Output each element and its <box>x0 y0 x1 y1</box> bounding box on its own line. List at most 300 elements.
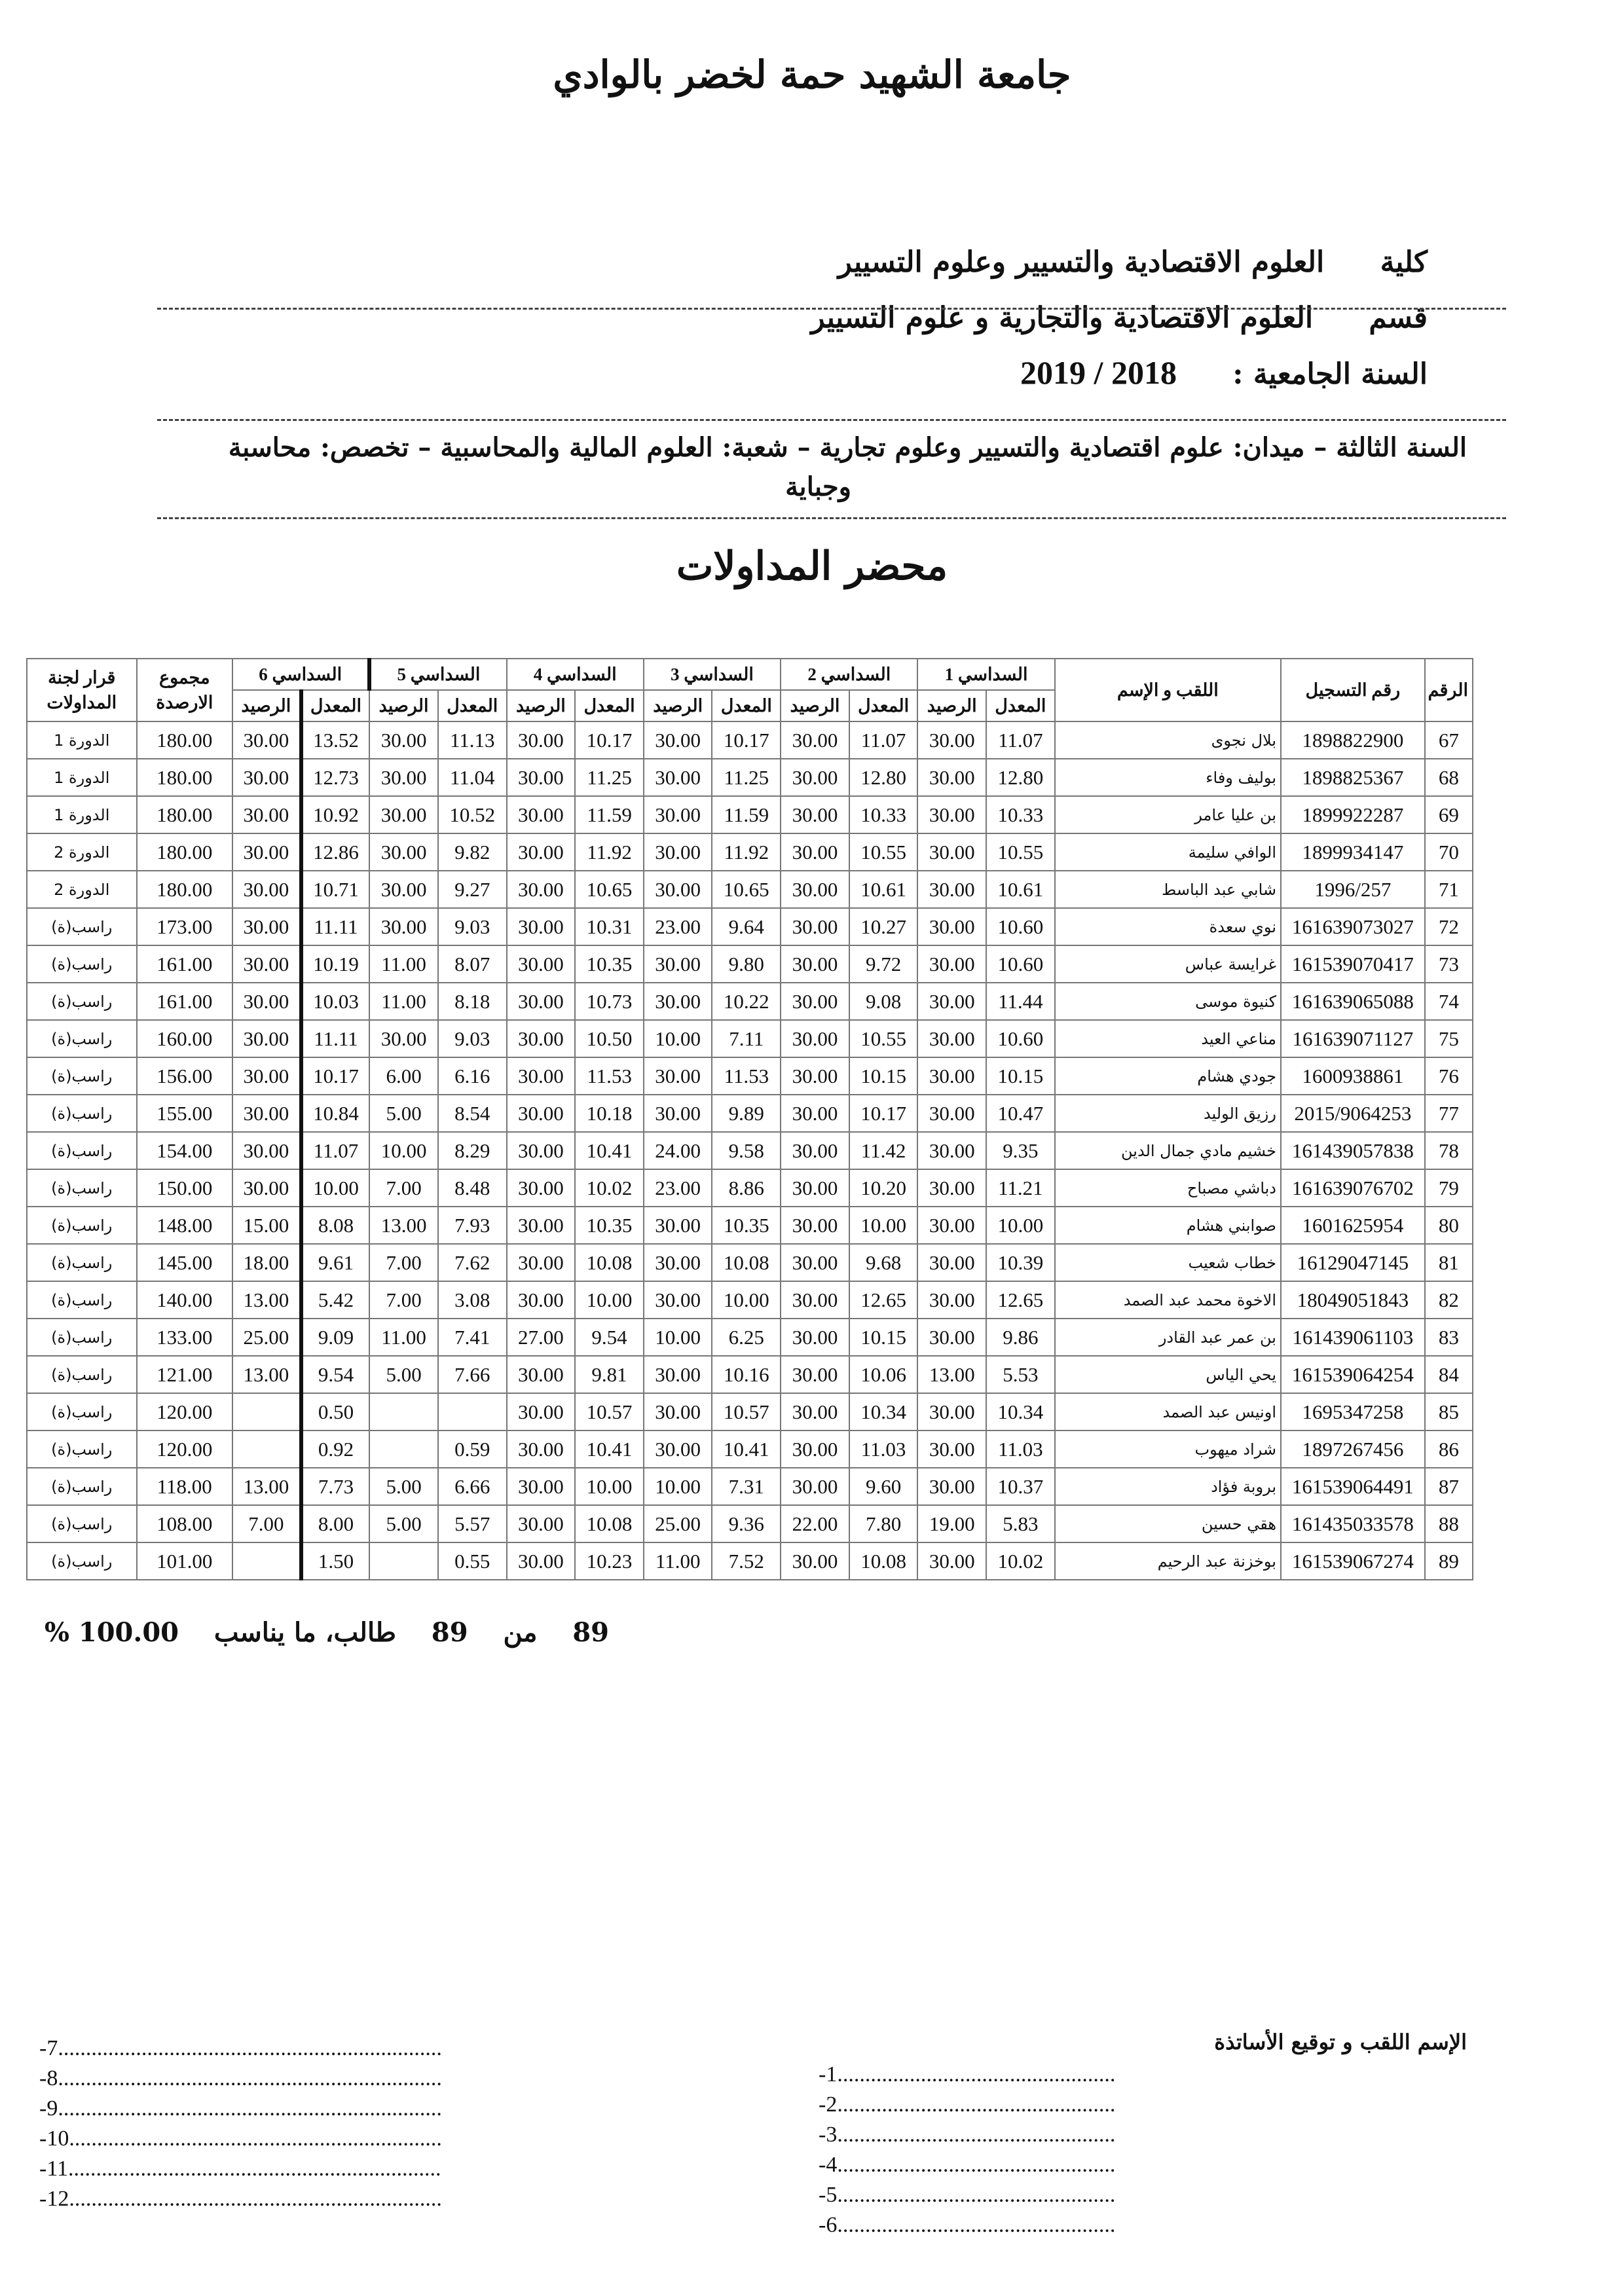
cell-semester-2-credit: 30.00 <box>781 1468 849 1505</box>
cell-semester-2-average: 9.68 <box>849 1244 918 1281</box>
cell-semester-2-average: 11.42 <box>849 1132 918 1169</box>
cell-semester-6-average: 10.00 <box>301 1169 370 1207</box>
cell-total-credits: 180.00 <box>137 871 233 908</box>
cell-semester-2-average: 10.17 <box>849 1095 918 1132</box>
cell-semester-5-average: 8.48 <box>438 1169 507 1207</box>
cell-total-credits: 154.00 <box>137 1132 233 1169</box>
cell-semester-5-credit: 10.00 <box>369 1132 438 1169</box>
cell-semester-6-average: 0.50 <box>301 1393 370 1430</box>
cell-semester-5-credit: 7.00 <box>369 1281 438 1319</box>
cell-semester-6-average: 12.73 <box>301 759 370 796</box>
cell-semester-3-credit: 30.00 <box>644 759 712 796</box>
cell-semester-3-credit: 30.00 <box>644 721 712 759</box>
cell-semester-1-credit: 30.00 <box>917 1393 986 1430</box>
cell-semester-5-credit: 7.00 <box>369 1169 438 1207</box>
cell-semester-1-average: 10.60 <box>986 1020 1055 1057</box>
cell-number: 83 <box>1425 1319 1473 1356</box>
cell-semester-1-credit: 30.00 <box>917 1468 986 1505</box>
cell-semester-3-average: 9.80 <box>712 945 781 983</box>
sub-avg-header: المعدل <box>575 690 644 721</box>
signature-line: -5.................................................. <box>819 2183 1116 2207</box>
cell-name: غرايسة عباس <box>1055 945 1281 983</box>
table-row <box>27 1244 1473 1281</box>
cell-number: 86 <box>1425 1430 1473 1468</box>
cell-decision: راسب(ة) <box>27 1281 137 1319</box>
cell-total-credits: 101.00 <box>137 1542 233 1580</box>
cell-semester-1-credit: 30.00 <box>917 871 986 908</box>
col-name-header: اللقب و الإسم <box>1055 659 1281 721</box>
cell-semester-5-average: 5.57 <box>438 1505 507 1542</box>
cell-semester-4-credit: 30.00 <box>507 1356 576 1393</box>
cell-semester-2-average: 11.07 <box>849 721 918 759</box>
cell-semester-1-average: 10.02 <box>986 1542 1055 1580</box>
signature-line: -8..................................................................... <box>39 2066 442 2090</box>
cell-semester-4-credit: 30.00 <box>507 1468 576 1505</box>
cell-semester-5-average: 7.93 <box>438 1207 507 1244</box>
signature-line: -2.................................................. <box>819 2092 1116 2117</box>
cell-semester-3-average: 9.89 <box>712 1095 781 1132</box>
cell-semester-3-average: 10.57 <box>712 1393 781 1430</box>
cell-name: بن عمر عبد القادر <box>1055 1319 1281 1356</box>
cell-semester-2-credit: 30.00 <box>781 1057 849 1095</box>
cell-semester-2-average: 10.08 <box>849 1542 918 1580</box>
cell-registration: 161435033578 <box>1281 1505 1425 1542</box>
cell-semester-6-credit: 15.00 <box>232 1207 301 1244</box>
cell-semester-3-average: 9.64 <box>712 908 781 945</box>
cell-semester-2-average: 10.34 <box>849 1393 918 1430</box>
cell-semester-3-credit: 11.00 <box>644 1542 712 1580</box>
cell-semester-2-average: 10.15 <box>849 1057 918 1095</box>
cell-semester-6-credit: 30.00 <box>232 721 301 759</box>
cell-name: هقي حسين <box>1055 1505 1281 1542</box>
cell-semester-6-average: 8.08 <box>301 1207 370 1244</box>
cell-semester-2-credit: 30.00 <box>781 1356 849 1393</box>
cell-number: 70 <box>1425 833 1473 871</box>
cell-total-credits: 180.00 <box>137 833 233 871</box>
cell-semester-6-average: 10.84 <box>301 1095 370 1132</box>
cell-registration: 1898822900 <box>1281 721 1425 759</box>
cell-semester-3-credit: 24.00 <box>644 1132 712 1169</box>
cell-registration: 161539064254 <box>1281 1356 1425 1393</box>
cell-number: 71 <box>1425 871 1473 908</box>
cell-semester-6-credit: 7.00 <box>232 1505 301 1542</box>
cell-decision: راسب(ة) <box>27 1095 137 1132</box>
table-row <box>27 1505 1473 1542</box>
cell-registration: 161639076702 <box>1281 1169 1425 1207</box>
cell-semester-3-average: 10.16 <box>712 1356 781 1393</box>
cell-semester-3-average: 11.53 <box>712 1057 781 1095</box>
cell-name: رزيق الوليد <box>1055 1095 1281 1132</box>
cell-number: 85 <box>1425 1393 1473 1430</box>
sub-credit-header: الرصيد <box>369 690 438 721</box>
cell-semester-2-average: 10.00 <box>849 1207 918 1244</box>
level-line: السنة الثالثة – ميدان: علوم اقتصادية والتسيير وعلوم تجارية – شعبة: العلوم المالية والمحاسبية – تخصص: محاسبة <box>228 432 1467 463</box>
cell-semester-4-credit: 27.00 <box>507 1319 576 1356</box>
cell-semester-5-average: 6.16 <box>438 1057 507 1095</box>
cell-semester-2-average: 10.15 <box>849 1319 918 1356</box>
cell-semester-3-average: 11.92 <box>712 833 781 871</box>
cell-semester-1-average: 10.00 <box>986 1207 1055 1244</box>
cell-semester-2-average: 10.61 <box>849 871 918 908</box>
cell-semester-4-average: 10.02 <box>575 1169 644 1207</box>
cell-semester-4-average: 10.18 <box>575 1095 644 1132</box>
cell-semester-1-credit: 30.00 <box>917 1169 986 1207</box>
col-total-header: مجموع الارصدة <box>137 659 233 721</box>
cell-registration: 1600938861 <box>1281 1057 1425 1095</box>
table-row <box>27 945 1473 983</box>
divider-middle <box>157 419 1506 421</box>
cell-semester-4-average: 10.17 <box>575 721 644 759</box>
signature-line: -3.................................................. <box>819 2123 1116 2147</box>
cell-number: 68 <box>1425 759 1473 796</box>
level-line-continued: وجباية <box>785 471 851 502</box>
cell-semester-5-credit <box>369 1393 438 1430</box>
cell-decision: الدورة 2 <box>27 871 137 908</box>
cell-semester-6-credit <box>232 1393 301 1430</box>
cell-semester-5-average: 8.54 <box>438 1095 507 1132</box>
cell-name: شراد ميهوب <box>1055 1430 1281 1468</box>
cell-semester-4-credit: 30.00 <box>507 1207 576 1244</box>
cell-semester-4-average: 10.23 <box>575 1542 644 1580</box>
cell-name: مناعي العيد <box>1055 1020 1281 1057</box>
cell-registration: 1996/257 <box>1281 871 1425 908</box>
cell-semester-3-credit: 30.00 <box>644 1356 712 1393</box>
cell-number: 87 <box>1425 1468 1473 1505</box>
year-value: 2018 / 2019 <box>1020 354 1177 391</box>
cell-number: 69 <box>1425 796 1473 833</box>
cell-semester-2-credit: 30.00 <box>781 945 849 983</box>
cell-semester-1-credit: 30.00 <box>917 1319 986 1356</box>
cell-registration: 161539067274 <box>1281 1542 1425 1580</box>
cell-registration: 161439057838 <box>1281 1132 1425 1169</box>
cell-total-credits: 120.00 <box>137 1430 233 1468</box>
cell-semester-3-average: 9.58 <box>712 1132 781 1169</box>
cell-semester-6-average: 11.07 <box>301 1132 370 1169</box>
cell-semester-5-average: 10.52 <box>438 796 507 833</box>
cell-semester-3-average: 10.22 <box>712 983 781 1020</box>
department-value: العلوم الاقتصادية والتجارية و علوم التسيير <box>811 301 1314 335</box>
table-row <box>27 1542 1473 1580</box>
cell-semester-1-average: 10.37 <box>986 1468 1055 1505</box>
cell-semester-5-average: 6.66 <box>438 1468 507 1505</box>
cell-number: 88 <box>1425 1505 1473 1542</box>
signature-line: -6.................................................. <box>819 2213 1116 2237</box>
sub-avg-header: المعدل <box>986 690 1055 721</box>
cell-semester-3-average: 8.86 <box>712 1169 781 1207</box>
cell-semester-6-average: 10.03 <box>301 983 370 1020</box>
cell-semester-1-credit: 30.00 <box>917 833 986 871</box>
cell-semester-1-average: 10.34 <box>986 1393 1055 1430</box>
cell-semester-1-credit: 13.00 <box>917 1356 986 1393</box>
cell-decision: راسب(ة) <box>27 1057 137 1095</box>
table-row <box>27 1207 1473 1244</box>
cell-number: 79 <box>1425 1169 1473 1207</box>
cell-semester-2-credit: 30.00 <box>781 908 849 945</box>
cell-semester-1-credit: 30.00 <box>917 1095 986 1132</box>
cell-semester-5-average: 7.62 <box>438 1244 507 1281</box>
cell-decision: راسب(ة) <box>27 1169 137 1207</box>
cell-semester-6-average: 10.19 <box>301 945 370 983</box>
cell-semester-6-credit: 30.00 <box>232 759 301 796</box>
cell-registration: 1898825367 <box>1281 759 1425 796</box>
cell-semester-3-credit: 10.00 <box>644 1319 712 1356</box>
cell-semester-3-credit: 30.00 <box>644 1057 712 1095</box>
cell-semester-5-average: 8.07 <box>438 945 507 983</box>
cell-registration: 1897267456 <box>1281 1430 1425 1468</box>
cell-name: خشيم مادي جمال الدين <box>1055 1132 1281 1169</box>
cell-total-credits: 108.00 <box>137 1505 233 1542</box>
table-row <box>27 1393 1473 1430</box>
cell-semester-3-credit: 30.00 <box>644 833 712 871</box>
cell-number: 74 <box>1425 983 1473 1020</box>
cell-decision: راسب(ة) <box>27 1542 137 1580</box>
cell-semester-3-average: 10.35 <box>712 1207 781 1244</box>
signatures-left-column <box>39 2036 442 2217</box>
cell-semester-5-credit: 13.00 <box>369 1207 438 1244</box>
signature-line: -11................................................................... <box>39 2157 441 2181</box>
cell-semester-5-average: 9.82 <box>438 833 507 871</box>
cell-semester-6-credit: 30.00 <box>232 983 301 1020</box>
table-row <box>27 759 1473 796</box>
faculty-value: العلوم الاقتصادية والتسيير وعلوم التسيير <box>838 246 1325 279</box>
cell-registration: 161439061103 <box>1281 1319 1425 1356</box>
cell-decision: الدورة 1 <box>27 721 137 759</box>
cell-semester-1-credit: 30.00 <box>917 1057 986 1095</box>
cell-semester-4-credit: 30.00 <box>507 1281 576 1319</box>
cell-semester-4-credit: 30.00 <box>507 1095 576 1132</box>
cell-semester-4-average: 11.59 <box>575 796 644 833</box>
cell-semester-6-average: 12.86 <box>301 833 370 871</box>
semester-3-header: السداسي 3 <box>644 659 781 690</box>
cell-semester-6-credit: 13.00 <box>232 1356 301 1393</box>
cell-semester-5-credit <box>369 1430 438 1468</box>
cell-semester-1-average: 5.83 <box>986 1505 1055 1542</box>
cell-registration: 161539064491 <box>1281 1468 1425 1505</box>
cell-semester-6-credit <box>232 1430 301 1468</box>
cell-registration: 2015/9064253 <box>1281 1095 1425 1132</box>
cell-semester-6-credit: 30.00 <box>232 833 301 871</box>
signatures-title: الإسم اللقب و توقيع الأساتذة <box>1214 2030 1467 2054</box>
table-row <box>27 721 1473 759</box>
cell-semester-6-credit: 30.00 <box>232 796 301 833</box>
cell-semester-5-average: 11.04 <box>438 759 507 796</box>
cell-registration: 161639073027 <box>1281 908 1425 945</box>
cell-semester-2-average: 10.55 <box>849 833 918 871</box>
cell-name: شابي عبد الباسط <box>1055 871 1281 908</box>
cell-semester-6-credit: 30.00 <box>232 1169 301 1207</box>
cell-total-credits: 145.00 <box>137 1244 233 1281</box>
grades-table-container <box>26 658 1473 1580</box>
cell-semester-1-average: 10.55 <box>986 833 1055 871</box>
cell-registration: 1695347258 <box>1281 1393 1425 1430</box>
cell-semester-2-credit: 30.00 <box>781 1430 849 1468</box>
cell-number: 72 <box>1425 908 1473 945</box>
cell-semester-5-credit: 30.00 <box>369 1020 438 1057</box>
cell-total-credits: 180.00 <box>137 796 233 833</box>
cell-decision: راسب(ة) <box>27 1505 137 1542</box>
cell-decision: راسب(ة) <box>27 1356 137 1393</box>
sub-credit-header: الرصيد <box>644 690 712 721</box>
department-line <box>811 301 1428 335</box>
cell-semester-5-credit: 5.00 <box>369 1505 438 1542</box>
department-label: قسم <box>1369 301 1428 335</box>
cell-semester-4-average: 10.57 <box>575 1393 644 1430</box>
cell-semester-1-credit: 30.00 <box>917 1020 986 1057</box>
cell-semester-5-credit: 30.00 <box>369 796 438 833</box>
cell-semester-2-average: 9.72 <box>849 945 918 983</box>
cell-semester-3-average: 11.59 <box>712 796 781 833</box>
table-row <box>27 1356 1473 1393</box>
cell-total-credits: 121.00 <box>137 1356 233 1393</box>
cell-semester-4-average: 10.50 <box>575 1020 644 1057</box>
cell-semester-6-average: 9.54 <box>301 1356 370 1393</box>
cell-number: 82 <box>1425 1281 1473 1319</box>
cell-semester-1-credit: 30.00 <box>917 796 986 833</box>
semester-1-header: السداسي 1 <box>917 659 1054 690</box>
cell-semester-3-average: 10.41 <box>712 1430 781 1468</box>
cell-semester-3-average: 10.65 <box>712 871 781 908</box>
cell-name: دباشي مصباح <box>1055 1169 1281 1207</box>
cell-registration: 18049051843 <box>1281 1281 1425 1319</box>
cell-semester-1-credit: 30.00 <box>917 1281 986 1319</box>
cell-semester-2-average: 10.27 <box>849 908 918 945</box>
summary-of: من <box>503 1617 538 1648</box>
sub-credit-header: الرصيد <box>781 690 849 721</box>
cell-decision: راسب(ة) <box>27 1430 137 1468</box>
signature-line: -12................................................................... <box>39 2187 442 2211</box>
cell-semester-1-average: 11.03 <box>986 1430 1055 1468</box>
cell-semester-5-credit: 5.00 <box>369 1095 438 1132</box>
cell-semester-4-credit: 30.00 <box>507 1020 576 1057</box>
divider-top <box>157 308 1506 310</box>
cell-semester-1-credit: 30.00 <box>917 1132 986 1169</box>
sub-avg-header: المعدل <box>301 690 370 721</box>
cell-semester-3-average: 6.25 <box>712 1319 781 1356</box>
cell-semester-3-credit: 10.00 <box>644 1468 712 1505</box>
cell-semester-6-credit: 30.00 <box>232 908 301 945</box>
cell-semester-2-credit: 22.00 <box>781 1505 849 1542</box>
cell-semester-3-average: 10.00 <box>712 1281 781 1319</box>
cell-semester-3-credit: 23.00 <box>644 908 712 945</box>
cell-semester-4-average: 9.54 <box>575 1319 644 1356</box>
cell-semester-3-credit: 30.00 <box>644 1430 712 1468</box>
cell-name: يحي الياس <box>1055 1356 1281 1393</box>
sub-credit-header: الرصيد <box>917 690 986 721</box>
sub-credit-header: الرصيد <box>232 690 301 721</box>
grades-table <box>26 658 1473 1580</box>
table-row <box>27 1281 1473 1319</box>
cell-name: خطاب شعيب <box>1055 1244 1281 1281</box>
cell-semester-5-average: 9.03 <box>438 908 507 945</box>
cell-semester-5-credit: 11.00 <box>369 945 438 983</box>
table-row <box>27 1430 1473 1468</box>
cell-semester-6-average: 11.11 <box>301 908 370 945</box>
cell-semester-4-average: 10.41 <box>575 1132 644 1169</box>
cell-semester-3-average: 11.25 <box>712 759 781 796</box>
university-title: جامعة الشهيد حمة لخضر بالوادي <box>553 52 1071 97</box>
cell-semester-6-credit: 13.00 <box>232 1281 301 1319</box>
cell-semester-3-credit: 23.00 <box>644 1169 712 1207</box>
cell-semester-5-average <box>438 1393 507 1430</box>
cell-semester-2-credit: 30.00 <box>781 721 849 759</box>
cell-decision: الدورة 1 <box>27 796 137 833</box>
cell-decision: راسب(ة) <box>27 1020 137 1057</box>
cell-semester-3-average: 7.52 <box>712 1542 781 1580</box>
cell-semester-1-average: 9.86 <box>986 1319 1055 1356</box>
cell-semester-4-average: 10.41 <box>575 1430 644 1468</box>
cell-decision: راسب(ة) <box>27 1319 137 1356</box>
cell-semester-1-average: 10.33 <box>986 796 1055 833</box>
cell-number: 75 <box>1425 1020 1473 1057</box>
cell-semester-3-average: 10.17 <box>712 721 781 759</box>
cell-decision: راسب(ة) <box>27 983 137 1020</box>
cell-semester-2-credit: 30.00 <box>781 1132 849 1169</box>
cell-semester-4-credit: 30.00 <box>507 983 576 1020</box>
cell-semester-3-credit: 25.00 <box>644 1505 712 1542</box>
cell-semester-2-average: 10.20 <box>849 1169 918 1207</box>
cell-semester-1-average: 12.80 <box>986 759 1055 796</box>
cell-semester-6-average: 5.42 <box>301 1281 370 1319</box>
cell-total-credits: 161.00 <box>137 983 233 1020</box>
cell-semester-2-average: 11.03 <box>849 1430 918 1468</box>
year-label: السنة الجامعية : <box>1232 357 1428 391</box>
cell-semester-1-average: 11.44 <box>986 983 1055 1020</box>
cell-semester-5-credit: 6.00 <box>369 1057 438 1095</box>
signatures-right-column <box>819 2062 1115 2243</box>
cell-registration: 161639071127 <box>1281 1020 1425 1057</box>
semester-5-header: السداسي 5 <box>369 659 506 690</box>
semester-2-header: السداسي 2 <box>781 659 917 690</box>
cell-semester-1-average: 10.60 <box>986 908 1055 945</box>
cell-decision: الدورة 1 <box>27 759 137 796</box>
col-decision-header: قرار لجنة المداولات <box>27 659 137 721</box>
cell-total-credits: 161.00 <box>137 945 233 983</box>
cell-semester-3-credit: 30.00 <box>644 1244 712 1281</box>
cell-semester-3-credit: 30.00 <box>644 871 712 908</box>
cell-semester-3-average: 7.31 <box>712 1468 781 1505</box>
cell-name: صوابني هشام <box>1055 1207 1281 1244</box>
cell-total-credits: 140.00 <box>137 1281 233 1319</box>
cell-semester-4-credit: 30.00 <box>507 1132 576 1169</box>
cell-semester-4-credit: 30.00 <box>507 945 576 983</box>
cell-semester-5-average: 9.27 <box>438 871 507 908</box>
cell-semester-5-credit: 11.00 <box>369 983 438 1020</box>
cell-semester-2-average: 9.08 <box>849 983 918 1020</box>
cell-semester-4-credit: 30.00 <box>507 1430 576 1468</box>
cell-semester-6-average: 10.71 <box>301 871 370 908</box>
table-row <box>27 983 1473 1020</box>
cell-semester-3-credit: 30.00 <box>644 1207 712 1244</box>
cell-semester-4-credit: 30.00 <box>507 871 576 908</box>
cell-semester-2-average: 10.55 <box>849 1020 918 1057</box>
year-line <box>1020 354 1428 392</box>
sub-credit-header: الرصيد <box>507 690 576 721</box>
summary-count: 89 <box>572 1617 609 1648</box>
cell-semester-5-average: 8.29 <box>438 1132 507 1169</box>
document-title: محضر المداولات <box>676 543 948 589</box>
cell-semester-4-credit: 30.00 <box>507 1057 576 1095</box>
cell-semester-2-average: 12.80 <box>849 759 918 796</box>
cell-semester-4-average: 10.00 <box>575 1281 644 1319</box>
header-row-semesters <box>27 659 1473 690</box>
cell-semester-1-average: 10.60 <box>986 945 1055 983</box>
cell-total-credits: 118.00 <box>137 1468 233 1505</box>
cell-semester-6-average: 10.17 <box>301 1057 370 1095</box>
cell-semester-2-credit: 30.00 <box>781 1020 849 1057</box>
cell-name: الوافي سليمة <box>1055 833 1281 871</box>
summary-line <box>44 1617 609 1648</box>
cell-semester-3-credit: 30.00 <box>644 1095 712 1132</box>
